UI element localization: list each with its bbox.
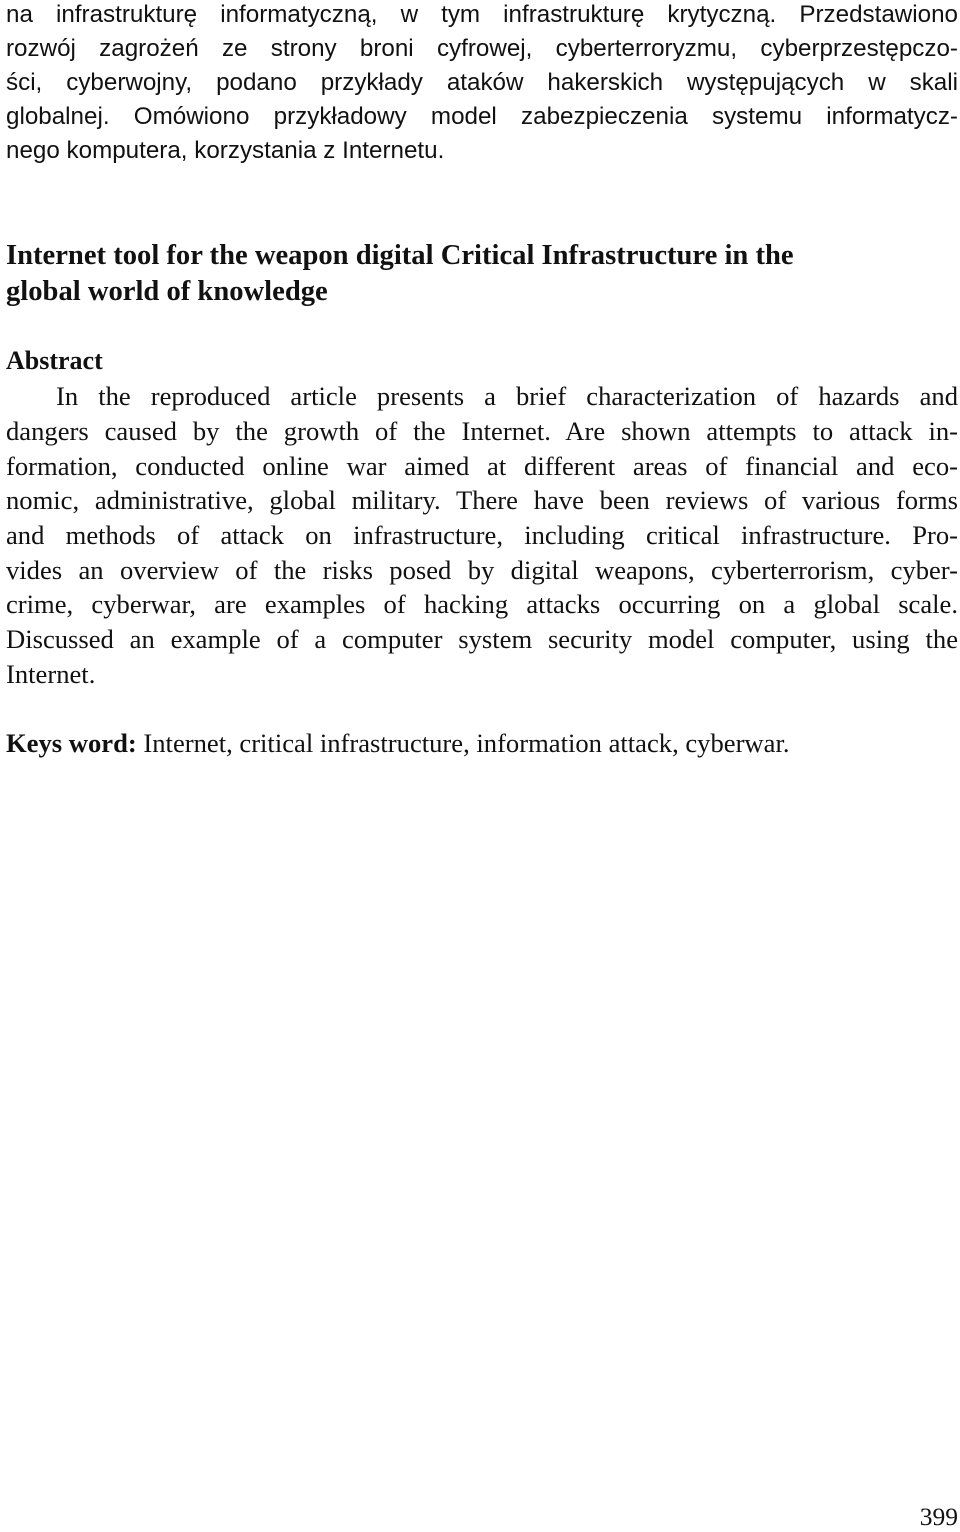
abstract-line: In the reproduced article presents a brief characterization of hazards and — [56, 381, 958, 411]
abstract-heading: Abstract — [6, 346, 103, 375]
article-title-line: global world of knowledge — [6, 276, 328, 307]
abstract-line: nomic, administrative, global military. There have been reviews of various forms — [6, 485, 958, 515]
keywords-text: Internet, critical infrastructure, information attack, cyberwar. — [136, 728, 790, 758]
abstract-line: and methods of attack on infrastructure, including critical infrastructure. Pro- — [6, 520, 958, 550]
keywords — [6, 726, 789, 761]
abstract-line: vides an overview of the risks posed by digital weapons, cyberterrorism, cyber- — [6, 555, 958, 585]
abstract-line: Internet. — [6, 659, 96, 689]
polish-summary-line: ści, cyberwojny, podano przykłady ataków hakerskich występujących w skali — [6, 69, 958, 96]
keywords-label: Keys word: — [6, 728, 137, 758]
abstract-line: dangers caused by the growth of the Internet. Are shown attempts to attack in- — [6, 416, 958, 446]
polish-summary-line: rozwój zagrożeń ze strony broni cyfrowej, cyberterroryzmu, cyberprzestępczo- — [6, 35, 958, 62]
abstract-line: Discussed an example of a computer system security model computer, using the — [6, 624, 958, 654]
polish-summary-line: nego komputera, korzystania z Internetu. — [6, 137, 445, 164]
page-number: 399 — [919, 1502, 958, 1531]
polish-summary-line: na infrastrukturę informatyczną, w tym infrastrukturę krytyczną. Przedstawiono — [6, 1, 958, 28]
abstract-line: crime, cyberwar, are examples of hacking attacks occurring on a global scale. — [6, 589, 958, 619]
abstract-line: formation, conducted online war aimed at different areas of financial and eco- — [6, 451, 958, 481]
article-title-line: Internet tool for the weapon digital Critical Infrastructure in the — [6, 240, 794, 271]
polish-summary-line: globalnej. Omówiono przykładowy model zabezpieczenia systemu informatycz- — [6, 103, 958, 130]
